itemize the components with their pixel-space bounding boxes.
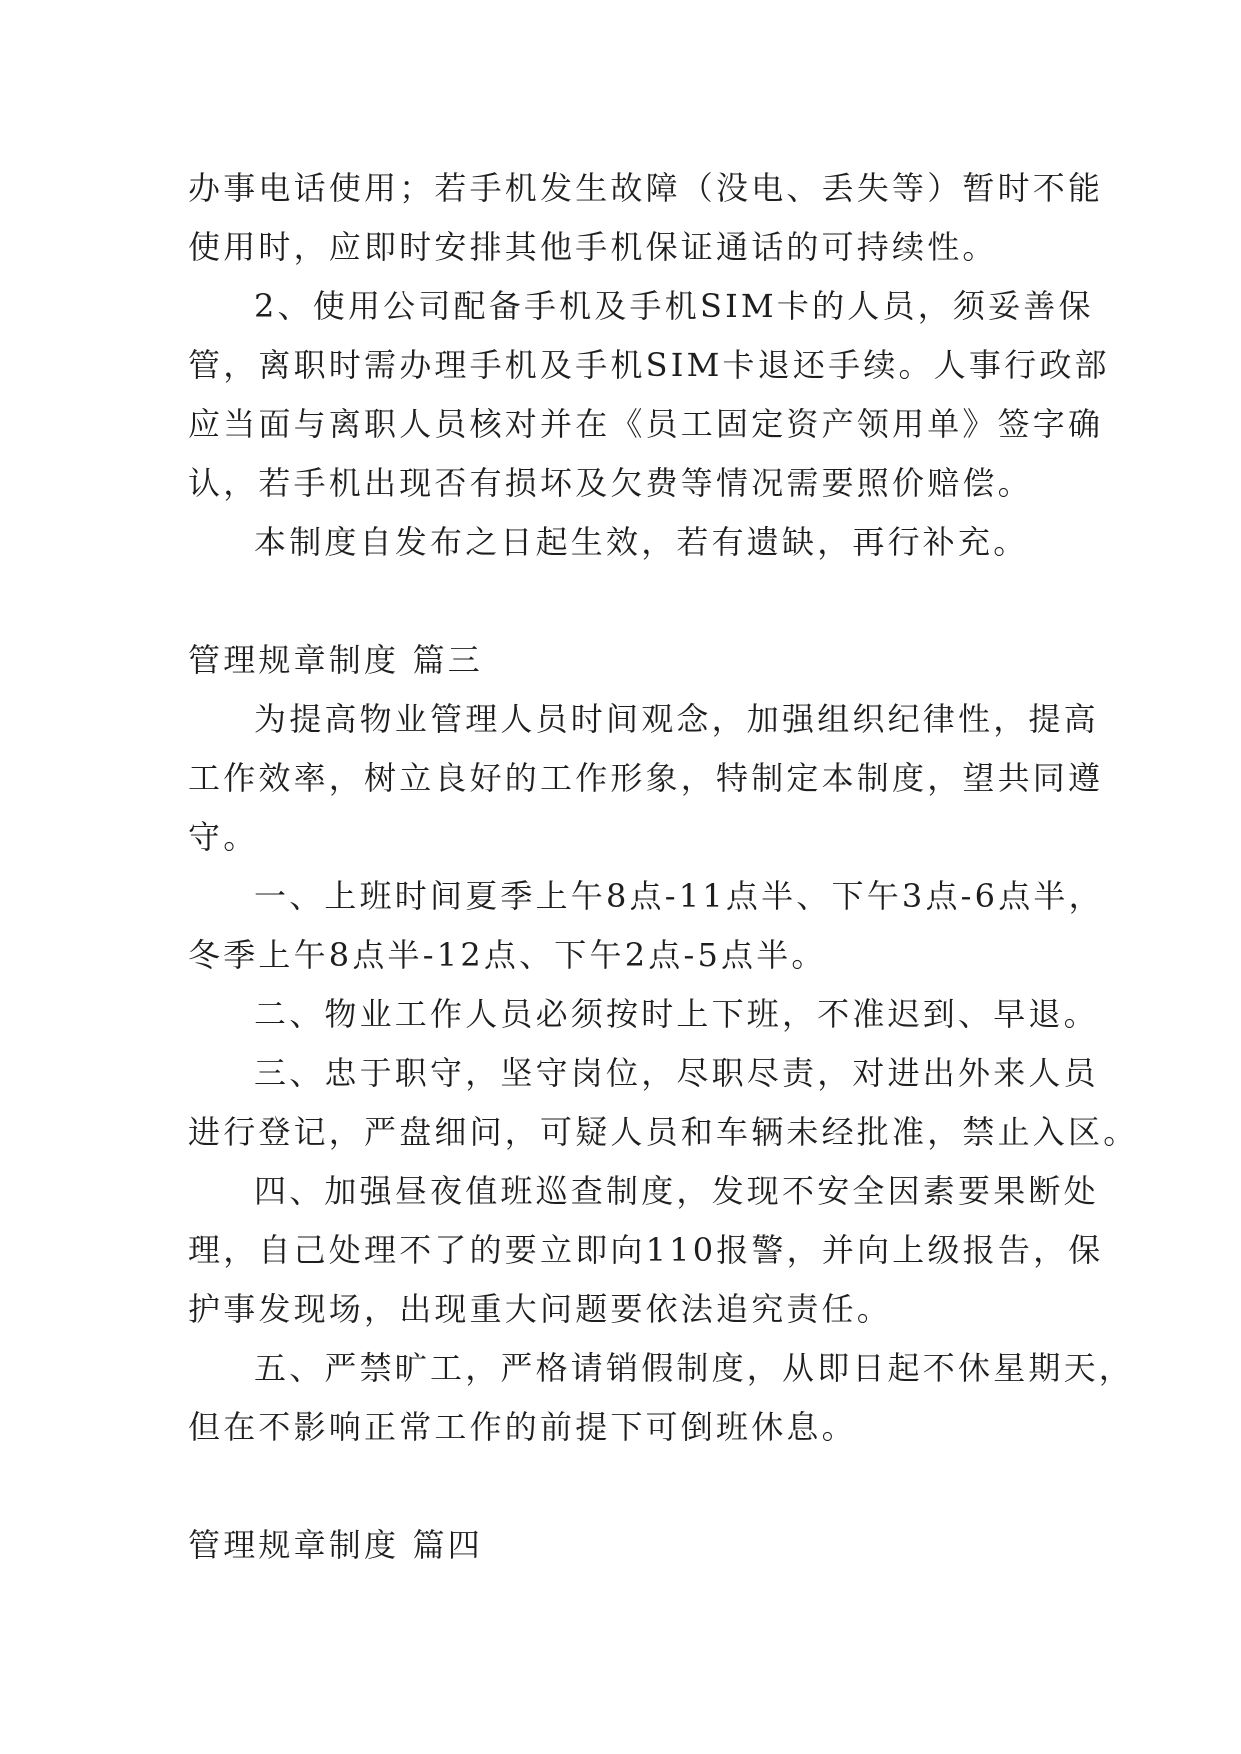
paragraph-start: 一、上班时间夏季上午8点-11点半、下午3点-6点半， (254, 877, 1104, 915)
body-line: 冬季上午8点半-12点、下午2点-5点半。 (188, 936, 827, 974)
section-heading: 管理规章制度 篇三 (188, 641, 483, 679)
section-gap (188, 1457, 1058, 1516)
document-body (188, 159, 1139, 1575)
section-heading: 管理规章制度 篇四 (188, 1526, 483, 1564)
body-line: 应当面与离职人员核对并在《员工固定资产领用单》签字确 (188, 405, 1104, 443)
body-line: 进行登记，严盘细问，可疑人员和车辆未经批准，禁止入区。 (188, 1113, 1139, 1151)
paragraph-start: 二、物业工作人员必须按时上下班，不准迟到、早退。 (254, 995, 1099, 1033)
paragraph-start: 五、严禁旷工，严格请销假制度，从即日起不休星期天， (254, 1349, 1135, 1387)
body-line: 理，自己处理不了的要立即向110报警，并向上级报告，保 (188, 1231, 1104, 1269)
body-line: 护事发现场，出现重大问题要依法追究责任。 (188, 1290, 893, 1328)
body-line: 工作效率，树立良好的工作形象，特制定本制度，望共同遵 (188, 759, 1104, 797)
paragraph-start: 2、使用公司配备手机及手机SIM卡的人员，须妥善保 (254, 287, 1094, 325)
body-line: 使用时，应即时安排其他手机保证通话的可持续性。 (188, 228, 998, 266)
paragraph-start: 四、加强昼夜值班巡查制度，发现不安全因素要果断处 (254, 1172, 1099, 1210)
body-line: 但在不影响正常工作的前提下可倒班休息。 (188, 1408, 857, 1446)
body-line: 办事电话使用；若手机发生故障（没电、丢失等）暂时不能 (188, 169, 1104, 207)
paragraph-start: 三、忠于职守，坚守岗位，尽职尽责，对进出外来人员 (254, 1054, 1099, 1092)
paragraph-start: 本制度自发布之日起生效，若有遗缺，再行补充。 (254, 523, 1029, 561)
paragraph-start: 为提高物业管理人员时间观念，加强组织纪律性，提高 (254, 700, 1099, 738)
section-gap (188, 572, 1058, 631)
body-line: 管，离职时需办理手机及手机SIM卡退还手续。人事行政部 (188, 346, 1110, 384)
body-line: 守。 (188, 818, 259, 856)
body-line: 认，若手机出现否有损坏及欠费等情况需要照价赔偿。 (188, 464, 1033, 502)
